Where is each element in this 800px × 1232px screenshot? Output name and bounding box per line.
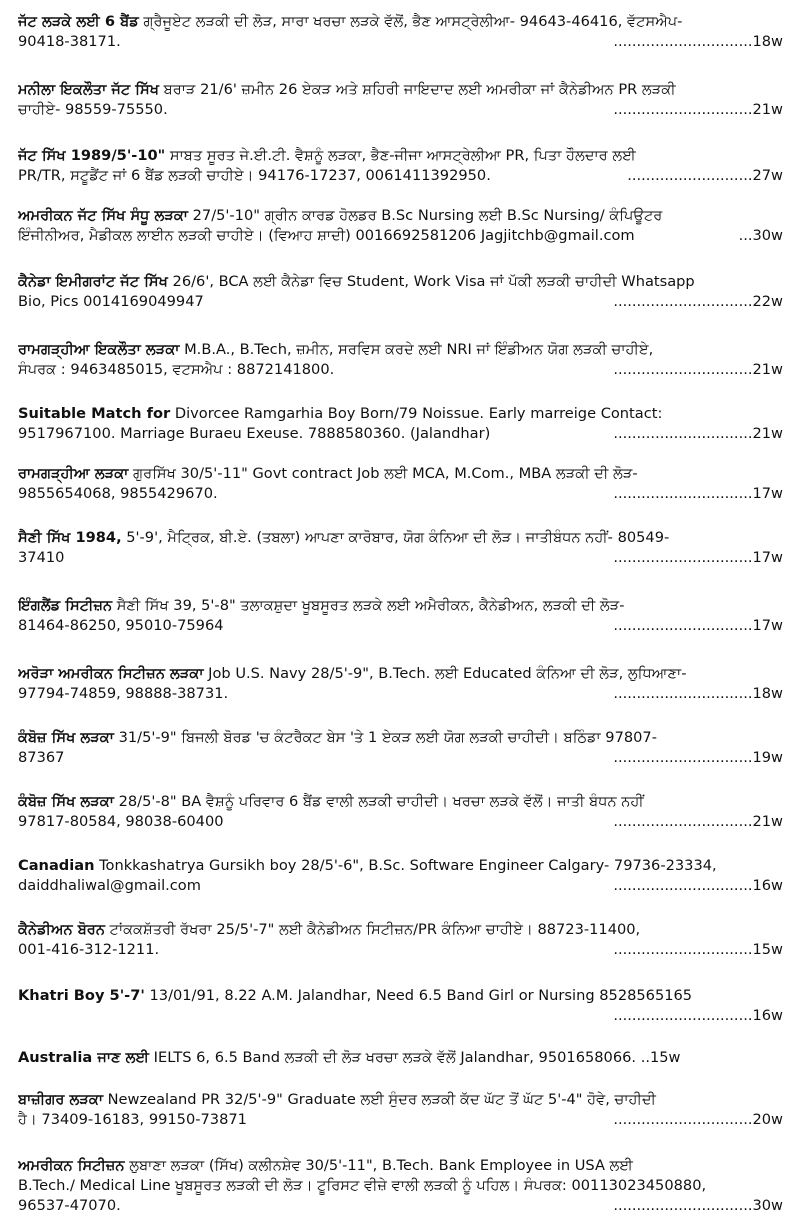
classified-ad	[18, 728, 783, 768]
ad-text: 28/5'-8" BA ਵੈਸ਼ਨੂੰ ਪਰਿਵਾਰ 6 ਬੈਂਡ ਵਾਲੀ ਲੜਕੀ ਚਾਹੀਦੀ। ਖਰਚਾ ਲੜਕੇ ਵੱਲੋਂ। ਜਾਤੀ ਬੰਧਨ ਨਹੀਂ	[113, 793, 644, 810]
classified-ad	[18, 920, 783, 960]
classified-ad	[18, 856, 783, 896]
classified-ad	[18, 664, 783, 704]
ad-text: 31/5'-9" ਬਿਜਲੀ ਬੋਰਡ 'ਚ ਕੰਟਰੈਕਟ ਬੇਸ 'ਤੇ 1 ਏਕੜ ਲਈ ਯੋਗ ਲੜਕੀ ਚਾਹੀਦੀ। ਬਠਿੰਡਾ 97807-	[113, 729, 657, 746]
ad-code: ..............................18w	[613, 685, 783, 702]
ad-code: ..............................17w	[613, 617, 783, 634]
ad-text: ਸੰਪਰਕ : 9463485015, ਵਟਸਐਪ : 8872141800.	[18, 361, 335, 378]
ad-code: ..............................21w	[613, 813, 783, 830]
ad-lead: ਮਨੀਲਾ ਇਕਲੌਤਾ ਜੱਟ ਸਿੱਖ	[18, 81, 159, 98]
ad-lead: ਬਾਜ਼ੀਗਰ ਲੜਕਾ	[18, 1091, 103, 1108]
ad-text: 90418-38171.	[18, 33, 121, 50]
ad-text: Tonkkashatrya Gursikh boy 28/5'-6", B.Sc. Software Engineer Calgary- 79736-23334,	[94, 857, 717, 874]
ad-code: ..............................18w	[613, 33, 783, 50]
ad-text: ਗੁਰਸਿੱਖ 30/5'-11" Govt contract Job ਲਈ MCA, M.Com., MBA ਲੜਕੀ ਦੀ ਲੋੜ-	[128, 465, 638, 482]
ad-lead: ਕੈਨੇਡਾ ਇਮੀਗਰਾਂਟ ਜੱਟ ਸਿੱਖ	[18, 273, 168, 290]
ad-code: ..............................21w	[613, 361, 783, 378]
classified-ad	[18, 792, 783, 832]
ad-text: 5'-9', ਮੈਟ੍ਰਿਕ, ਬੀ.ਏ. (ਤਬਲਾ) ਆਪਣਾ ਕਾਰੋਬਾਰ, ਯੋਗ ਕੰਨਿਆ ਦੀ ਲੋੜ। ਜਾਤੀਬੰਧਨ ਨਹੀਂ- 80549-	[121, 529, 670, 546]
ad-code: ..............................19w	[613, 749, 783, 766]
ad-lead: ਇੰਗਲੈਂਡ ਸਿਟੀਜ਼ਨ	[18, 597, 113, 614]
ad-lead: ਸੈਣੀ ਸਿੱਖ 1984,	[18, 529, 122, 546]
ad-text: IELTS 6, 6.5 Band ਲੜਕੀ ਦੀ ਲੋੜ ਖਰਚਾ ਲੜਕੇ ਵੱਲੋਂ Jalandhar, 9501658066. ..15w	[149, 1049, 681, 1066]
ad-text: ਸੈਣੀ ਸਿੱਖ 39, 5'-8" ਤਲਾਕਸ਼ੁਦਾ ਖੂਬਸੂਰਤ ਲੜਕੇ ਲਈ ਅਮੈਰੀਕਨ, ਕੈਨੇਡੀਅਨ, ਲੜਕੀ ਦੀ ਲੋੜ-	[112, 597, 625, 614]
ad-code: ..............................15w	[613, 941, 783, 958]
ad-text: 001-416-312-1211.	[18, 941, 160, 958]
ad-lead: Australia ਜਾਣ ਲਈ	[18, 1049, 150, 1066]
classified-ad	[18, 146, 783, 186]
ad-text: B.Tech./ Medical Line ਖੂਬਸੂਰਤ ਲੜਕੀ ਦੀ ਲੋੜ। ਟੂਰਿਸਟ ਵੀਜ਼ੇ ਵਾਲੀ ਲੜਕੀ ਨੂੰ ਪਹਿਲ। ਸੰਪਰਕ: 00113023450880,	[18, 1177, 707, 1194]
ad-text: Newzealand PR 32/5'-9" Graduate ਲਈ ਸੁੰਦਰ ਲੜਕੀ ਕੱਦ ਘੱਟ ਤੋਂ ਘੱਟ 5'-4" ਹੋਵੇ, ਚਾਹੀਦੀ	[103, 1091, 656, 1108]
ad-text: 81464-86250, 95010-75964	[18, 617, 224, 634]
ad-text: PR/TR, ਸਟੂਡੈਂਟ ਜਾਂ 6 ਬੈਂਡ ਲੜਕੀ ਚਾਹੀਏ। 94176-17237, 0061411392950.	[18, 167, 491, 184]
ad-text: ਸਾਬਤ ਸੂਰਤ ਜੇ.ਈ.ਟੀ. ਵੈਸ਼ਨੂੰ ਲੜਕਾ, ਭੈਣ-ਜੀਜਾ ਆਸਟ੍ਰੇਲੀਆ PR, ਪਿਤਾ ਹੌਲਦਾਰ ਲਈ	[165, 147, 636, 164]
ad-lead: Suitable Match for	[18, 405, 171, 422]
ad-lead: ਅਮਰੀਕਨ ਜੱਟ ਸਿੱਖ ਸੰਧੂ ਲੜਕਾ	[18, 207, 188, 224]
ad-code: ..............................16w	[613, 1007, 783, 1024]
ad-text: ਬਰਾੜ 21/6' ਜ਼ਮੀਨ 26 ਏਕੜ ਅਤੇ ਸ਼ਹਿਰੀ ਜਾਇਦਾਦ ਲਈ ਅਮਰੀਕਾ ਜਾਂ ਕੈਨੇਡੀਅਨ PR ਲੜਕੀ	[158, 81, 676, 98]
ad-lead: ਅਰੋੜਾ ਅਮਰੀਕਨ ਸਿਟੀਜ਼ਨ ਲੜਕਾ	[18, 665, 204, 682]
classified-ad	[18, 80, 783, 120]
ad-code: ..............................16w	[613, 877, 783, 894]
ad-code: ..............................21w	[613, 101, 783, 118]
ad-text: ਇੰਜੀਨੀਅਰ, ਮੈਡੀਕਲ ਲਾਈਨ ਲੜਕੀ ਚਾਹੀਏ। (ਵਿਆਹ ਸ਼ਾਦੀ) 0016692581206 Jagjitchb@gmail.com	[18, 227, 635, 244]
ad-code: ..............................17w	[613, 549, 783, 566]
ad-text: ਹੈ। 73409-16183, 99150-73871	[18, 1111, 247, 1128]
ad-lead: ਕੰਬੋਜ਼ ਸਿੱਖ ਲੜਕਾ	[18, 793, 114, 810]
ad-text: M.B.A., B.Tech, ਜ਼ਮੀਨ, ਸਰਵਿਸ ਕਰਦੇ ਲਈ NRI ਜਾਂ ਇੰਡੀਅਨ ਯੋਗ ਲੜਕੀ ਚਾਹੀਏ,	[179, 341, 654, 358]
ad-code: ..............................17w	[613, 485, 783, 502]
ad-lead: ਕੰਬੋਜ਼ ਸਿੱਖ ਲੜਕਾ	[18, 729, 114, 746]
ad-text: 97794-74859, 98888-38731.	[18, 685, 229, 702]
ad-text: ਚਾਹੀਏ- 98559-75550.	[18, 101, 168, 118]
ad-lead: ਅਮਰੀਕਨ ਸਿਟੀਜ਼ਨ	[18, 1157, 125, 1174]
classified-ad	[18, 464, 783, 504]
classified-ad	[18, 528, 783, 568]
ad-code: ..............................20w	[613, 1111, 783, 1128]
ad-text: 87367	[18, 749, 65, 766]
classified-ad	[18, 1048, 783, 1068]
ad-lead: ਰਾਮਗੜ੍ਹੀਆ ਇਕਲੌਤਾ ਲੜਕਾ	[18, 341, 180, 358]
ad-text: Job U.S. Navy 28/5'-9", B.Tech. ਲਈ Educated ਕੰਨਿਆ ਦੀ ਲੋੜ, ਲੁਧਿਆਣਾ-	[203, 665, 687, 682]
ad-lead: ਜੱਟ ਲੜਕੇ ਲਈ 6 ਬੈਂਡ	[18, 13, 139, 30]
classified-ad	[18, 404, 783, 444]
ad-text: 37410	[18, 549, 65, 566]
ad-text: 27/5'-10" ਗ੍ਰੀਨ ਕਾਰਡ ਹੋਲਡਰ B.Sc Nursing ਲਈ B.Sc Nursing/ ਕੰਪਿਊਟਰ	[187, 207, 663, 224]
ad-code: ...30w	[738, 227, 783, 244]
classified-ad	[18, 272, 783, 312]
ad-code: ..............................21w	[613, 425, 783, 442]
ad-lead: Canadian	[18, 857, 95, 874]
classified-ad	[18, 1090, 783, 1130]
classified-ad	[18, 596, 783, 636]
ad-text: ਟਾਂਕਕਸ਼ੱਤਰੀ ਰੱਖਰਾ 25/5'-7" ਲਈ ਕੈਨੇਡੀਅਨ ਸਿਟੀਜ਼ਨ/PR ਕੰਨਿਆ ਚਾਹੀਏ। 88723-11400,	[104, 921, 641, 938]
ad-lead: ਰਾਮਗੜ੍ਹੀਆ ਲੜਕਾ	[18, 465, 129, 482]
classified-ad	[18, 206, 783, 246]
ad-text: Bio, Pics 0014169049947	[18, 293, 204, 310]
ad-code: ..............................30w	[613, 1197, 783, 1214]
ad-code: ..............................22w	[613, 293, 783, 310]
ad-text: 9855654068, 9855429670.	[18, 485, 218, 502]
ad-lead: Khatri Boy 5'-7'	[18, 987, 145, 1004]
ad-text: ਲੁਬਾਣਾ ਲੜਕਾ (ਸਿੱਖ) ਕਲੀਨਸ਼ੇਵ 30/5'-11", B.Tech. Bank Employee in USA ਲਈ	[124, 1157, 633, 1174]
ad-text: daiddhaliwal@gmail.com	[18, 877, 201, 894]
ad-lead: ਜੱਟ ਸਿੱਖ 1989/5'-10"	[18, 147, 166, 164]
ad-lead: ਕੈਨੇਡੀਅਨ ਬੋਰਨ	[18, 921, 105, 938]
classified-ad	[18, 1156, 783, 1216]
ad-text: 26/6', BCA ਲਈ ਕੈਨੇਡਾ ਵਿਚ Student, Work Visa ਜਾਂ ਪੱਕੀ ਲੜਕੀ ਚਾਹੀਦੀ Whatsapp	[167, 273, 695, 290]
ad-text: ਗ੍ਰੈਜੂਏਟ ਲੜਕੀ ਦੀ ਲੋੜ, ਸਾਰਾ ਖਰਚਾ ਲੜਕੇ ਵੱਲੋਂ, ਭੈਣ ਆਸਟ੍ਰੇਲੀਆ- 94643-46416, ਵੱਟਸਐਪ-	[138, 13, 683, 30]
ad-text: Divorcee Ramgarhia Boy Born/79 Noissue. Early marreige Contact:	[170, 405, 663, 422]
ad-text: 13/01/91, 8.22 A.M. Jalandhar, Need 6.5 Band Girl or Nursing 8528565165	[144, 987, 693, 1004]
ad-text: 96537-47070.	[18, 1197, 121, 1214]
classified-ad	[18, 12, 783, 52]
classified-ad	[18, 340, 783, 380]
ad-text: 9517967100. Marriage Buraeu Exeuse. 7888580360. (Jalandhar)	[18, 425, 491, 442]
classified-ad	[18, 986, 783, 1026]
ad-text: 97817-80584, 98038-60400	[18, 813, 224, 830]
ad-code: ...........................27w	[627, 167, 783, 184]
